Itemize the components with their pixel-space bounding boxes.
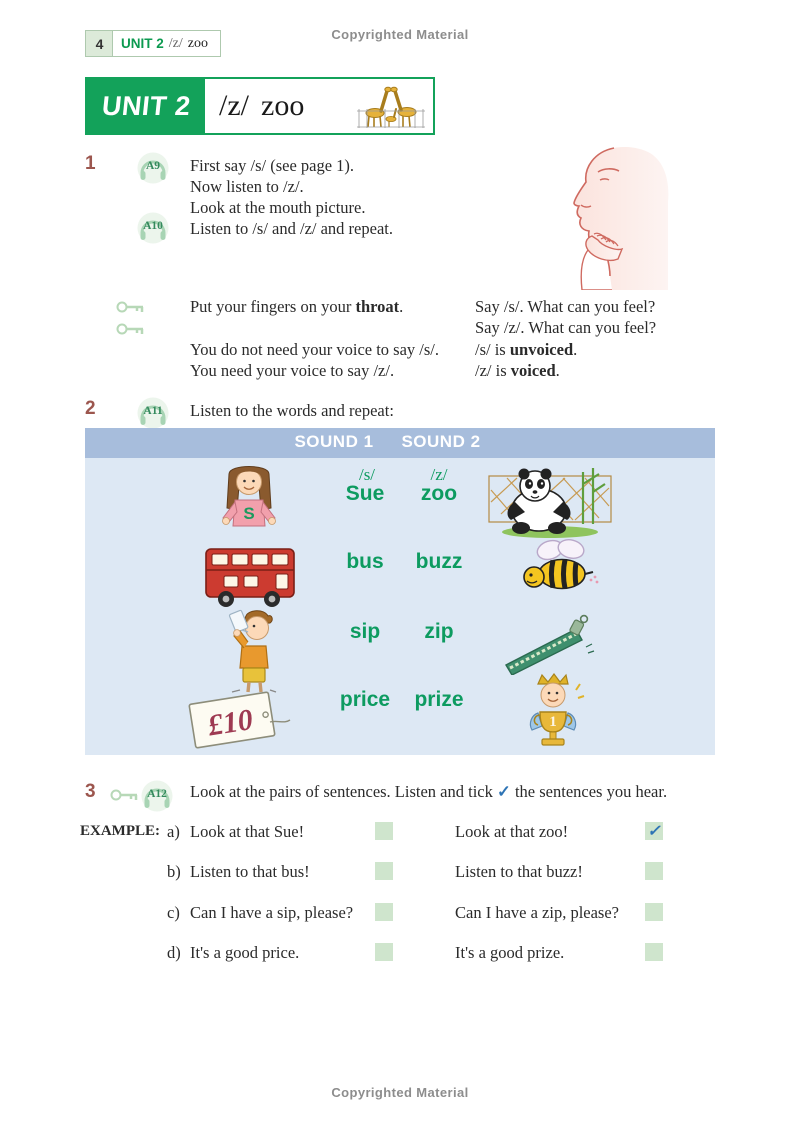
unit-header-tab [112, 30, 221, 57]
row-b-right-checkbox [645, 862, 663, 880]
throat-row4-right-pre: /z/ is [475, 361, 511, 380]
unit-banner [85, 77, 435, 135]
row-b-left-sentence: Listen to that bus! [190, 862, 310, 881]
word-zip: zip [424, 620, 454, 643]
column-header-sound2: SOUND 2 [401, 432, 481, 451]
audio-label-a12: A12 [147, 788, 167, 800]
instruction-line-4: Listen to /s/ and /z/ and repeat. [190, 219, 393, 238]
throat-row3-right-pre: /s/ is [475, 340, 510, 359]
row-a-letter: a) [167, 822, 180, 841]
word-buzz: buzz [415, 550, 463, 573]
throat-row4-left: You need your voice to say /z/. [190, 361, 395, 380]
unit-banner-unit: UNIT 2 [100, 90, 192, 121]
word-sip: sip [349, 620, 381, 643]
key-icon [110, 786, 140, 804]
bee-illustration [507, 536, 599, 598]
row-a-left-checkbox [375, 822, 393, 840]
row-d-letter: d) [167, 943, 181, 962]
key-icon [116, 298, 146, 316]
throat-row1-right: Say /s/. What can you feel? [475, 297, 656, 316]
boy-with-trophy-illustration [510, 668, 592, 755]
throat-row1-left-post: . [399, 297, 404, 316]
girl-with-s-shirt-illustration [213, 460, 285, 542]
audio-track-a10 [136, 211, 170, 245]
instruction-line-2: Now listen to /z/. [190, 177, 304, 196]
banner-phoneme: /z/ [219, 89, 249, 122]
shirt-letter: S [243, 504, 255, 523]
row-a-right-sentence: Look at that zoo! [455, 822, 569, 841]
page-number-text: 4 [95, 35, 104, 52]
instruction-line-3: Look at the mouth picture. [190, 198, 366, 217]
throat-row3-left: You do not need your voice to say /s/. [190, 340, 440, 359]
phoneme-z: /z/ [430, 465, 448, 484]
section-3-number: 3 [85, 781, 96, 802]
row-b-letter: b) [167, 862, 181, 881]
section-1-number: 1 [85, 153, 96, 174]
double-decker-bus-illustration [202, 543, 299, 610]
row-d-right-checkbox [645, 943, 663, 961]
word-prize: prize [414, 688, 464, 711]
instruction-pre: Look at the pairs of sentences. Listen and tick [190, 782, 497, 801]
throat-row4-right-post: . [555, 361, 560, 380]
row-d-left-checkbox [375, 943, 393, 961]
throat-row4-right [475, 360, 560, 381]
zipper-illustration [498, 613, 595, 675]
audio-label-a11: A11 [143, 405, 163, 417]
tab-phoneme: /z/ [168, 35, 183, 51]
page-number [85, 30, 114, 57]
section-2-number: 2 [85, 398, 96, 419]
section-2-instruction: Listen to the words and repeat: [190, 401, 394, 420]
throat-row3-right [475, 339, 577, 360]
row-c-letter: c) [167, 903, 180, 922]
minimal-pairs-table [85, 428, 715, 755]
throat-row1-left-pre: Put your fingers on your [190, 297, 356, 316]
row-a-right-tick: ✓ [647, 823, 661, 840]
copyright-top: Copyrighted Material [331, 27, 469, 42]
throat-row2-right: Say /z/. What can you feel? [475, 318, 657, 337]
unit-banner-title [205, 79, 304, 133]
tab-word: zoo [187, 35, 208, 51]
row-a-left-sentence: Look at that Sue! [190, 822, 305, 841]
word-zoo: zoo [420, 482, 458, 505]
audio-label-a10: A10 [143, 220, 163, 232]
word-price: price [339, 688, 391, 711]
row-c-right-checkbox [645, 903, 663, 921]
table-header-bar [85, 428, 715, 458]
tick-glyph: ✓ [497, 783, 511, 801]
throat-row1-left-bold: throat [355, 297, 400, 316]
throat-row3-right-post: . [573, 340, 578, 359]
word-bus: bus [346, 550, 384, 573]
instruction-post: the sentences you hear. [510, 782, 668, 801]
row-c-right-sentence: Can I have a zip, please? [455, 903, 620, 922]
row-d-left-sentence: It's a good price. [190, 943, 300, 962]
key-icon [116, 320, 146, 338]
row-c-left-checkbox [375, 903, 393, 921]
row-b-left-checkbox [375, 862, 393, 880]
price-tag-illustration [182, 680, 294, 752]
row-a-right-checkbox [645, 822, 663, 840]
banner-word: zoo [261, 89, 305, 122]
trophy-number: 1 [549, 714, 557, 730]
instruction-line-1: First say /s/ (see page 1). [190, 156, 355, 175]
price-tag-text: £10 [205, 702, 256, 743]
throat-row1-left [190, 296, 403, 317]
copyright-bottom: Copyrighted Material [331, 1085, 469, 1100]
panda-in-zoo-illustration [487, 462, 613, 538]
phoneme-s: /s/ [358, 465, 376, 484]
audio-track-a12 [140, 779, 174, 813]
row-b-right-sentence: Listen to that buzz! [455, 862, 583, 881]
giraffes-icon [355, 83, 427, 129]
word-sue: Sue [345, 482, 385, 505]
column-header-sound1: SOUND 1 [294, 432, 374, 451]
row-c-left-sentence: Can I have a sip, please? [190, 903, 354, 922]
throat-row4-right-bold: voiced [510, 361, 556, 380]
tab-unit-label: UNIT 2 [121, 36, 164, 51]
audio-track-a11 [136, 396, 170, 430]
face-profile-hand-on-throat-illustration [528, 142, 688, 290]
section-3-instruction [190, 781, 667, 803]
audio-track-a9 [136, 151, 170, 185]
unit-banner-green-block [87, 79, 205, 133]
throat-row3-right-bold: unvoiced [509, 340, 574, 359]
example-label: EXAMPLE: [80, 823, 160, 839]
row-d-right-sentence: It's a good prize. [455, 943, 565, 962]
audio-label-a9: A9 [145, 160, 161, 172]
